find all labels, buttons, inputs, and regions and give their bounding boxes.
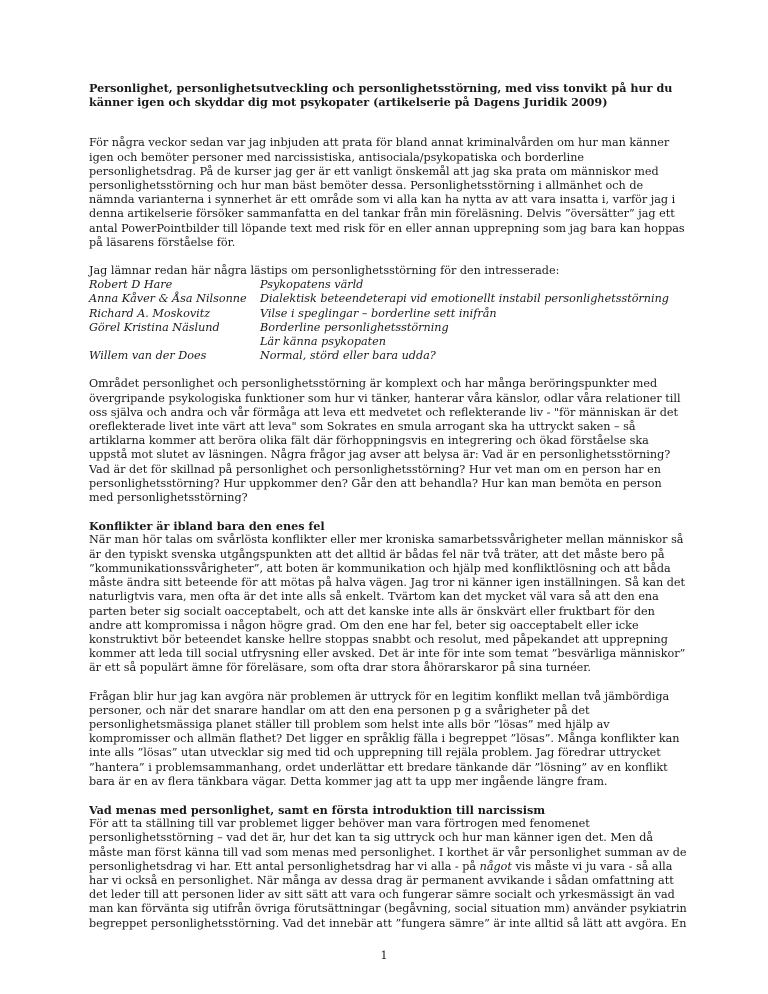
paragraph-text: För att ta ställning till var problemet ligger behöver man vara förtrogen med fenomenet personlighetsstörning – vad det är, hur det kan ta sig uttryck och hur man känner igen det. Men då måste man först känna till vad som menas med personlighet. I korthet är vår personlighet summan av de personlighetsdrag vi har. Ett antal personlighetsdrag har vi alla - på [89, 817, 687, 873]
reading-list-item [89, 307, 689, 321]
reading-list-item [89, 292, 689, 306]
reading-author [89, 335, 260, 349]
spacer [89, 505, 689, 519]
page-number: 1 [380, 949, 388, 962]
reading-title: Normal, störd eller bara udda? [260, 349, 436, 363]
paragraph-text: vis måste vi ju vara - så alla har vi också en personlighet. När många av dessa drag är permanent avvikande i sådan omfattning att det leder till att personen lider av sitt sätt att vara och fungerar sämre socialt och yrkesmässigt än vad man kan förvänta sig utifrån övriga förutsättningar (begåvning, social situation mm) använder psykiatrin begreppet personlighetsstörning. Vad det innebär att ”fungera sämre” är inte alltid så lätt att avgöra. En [89, 859, 687, 930]
reading-list-item [89, 335, 689, 349]
spacer [89, 789, 689, 803]
paragraph-personality [89, 817, 689, 931]
reading-list-item [89, 349, 689, 363]
document-body [89, 81, 689, 931]
emphasis-text: något [479, 859, 512, 873]
reading-list-item [89, 278, 689, 292]
reading-title: Psykopatens värld [260, 278, 364, 292]
section-heading-conflicts: Konflikter är ibland bara den enes fel [89, 519, 325, 534]
spacer [89, 250, 689, 264]
reading-list-intro: Jag lämnar redan här några lästips om personlighetsstörning för den intresserade: [89, 264, 560, 278]
document-title: Personlighet, personlighetsutveckling och personlighetsstörning, med viss tonvikt på hur du känner igen och skyddar dig mot psykopater (artikelserie på Dagens Juridik 2009) [89, 81, 673, 110]
reading-author: Richard A. Moskovitz [89, 306, 211, 320]
reading-title: Dialektisk beteendeterapi vid emotionellt instabil personlighetsstörning [260, 292, 669, 306]
spacer [89, 109, 689, 136]
intro-paragraph: För några veckor sedan var jag inbjuden att prata för bland annat kriminalvården om hur man känner igen och bemöter personer med narcissistiska, antisociala/psykopatiska och borderline personlighetsdrag. På de kurser jag ger är ett vanligt önskemål att jag ska prata om människor med personlighetsstörning och hur man bäst bemöter dessa. Personlighetsstörning i allmänhet och de nämnda varianterna i synnerhet är ett område som vi alla kan ha nytta av att vara insatta i, varför jag i denna artikelserie försöker sammanfatta en del tankar från min föreläsning. Delvis ”översätter” jag ett antal PowerPointbilder till löpande text med risk för en eller annan upprepning som jag bara kan hoppas på läsarens förståelse för. [89, 136, 685, 249]
reading-author: Anna Kåver & Åsa Nilsonne [89, 292, 247, 306]
reading-title: Lär känna psykopaten [260, 335, 386, 349]
reading-author: Robert D Hare [89, 278, 173, 292]
spacer [89, 363, 689, 377]
spacer [89, 676, 689, 690]
reading-list-item [89, 321, 689, 335]
reading-author: Willem van der Does [89, 349, 207, 363]
section-heading-personality: Vad menas med personlighet, samt en första introduktion till narcissism [89, 802, 546, 817]
paragraph-area: Området personlighet och personlighetsstörning är komplext och har många beröringspunkter med övergripande psykologiska funktioner som hur vi tänker, hanterar våra känslor, odlar våra relationer till oss själva och andra och vår förmåga att leva ett medvetet och reflekterande liv - "för människan är det oreflekterade livet inte värt att leva" som Sokrates en smula arrogant ska ha uttryckt saken – så artiklarna kommer att beröra olika fält där förhoppningsvis en integrering och ökad förståelse ska uppstå mot slutet av läsningen. Några frågor jag avser att belysa är: Vad är en personlighetsstörning? Vad är det för skillnad på personlighet och personlighetsstörning? Hur vet man om en person har en personlighetsstörning? Hur uppkommer den? Går den att behandla? Hur kan man bemöta en person med personlighetsstörning? [89, 377, 681, 505]
reading-list [89, 278, 689, 363]
paragraph-conflicts: När man hör talas om svårlösta konflikter eller mer kroniska samarbetssvårigheter mellan människor så är den typiskt svenska utgångspunkten att det alltid är bådas fel när två träter, att det måste bero på ”kommunikationssvårigheter”, att boten är kommunikation och hjälp med konfliktlösning och att båda måste ändra sitt beteende för att mötas på halva vägen. Jag tror ni känner igen inställningen. Så kan det naturligtvis vara, men ofta är det inte alls så enkelt. Tvärtom kan det mycket väl vara så att den ena parten beter sig socialt oacceptabelt, och att det kanske inte alls är önskvärt eller fruktbart för den andre att kompromissa i någon högre grad. Om den ene har fel, beter sig oacceptabelt eller icke konstruktivt bör beteendet kanske hellre stoppas snabbt och resolut, med påpekandet att upprepning kommer att leda till social utfrysning eller avsked. Det är inte för inte som temat ”besvärliga människor” är ett så populärt ämne för föreläsare, som ofta drar stora åhörarskaror på sina turnéer. [89, 533, 686, 675]
reading-title: Vilse i speglingar – borderline sett inifrån [260, 306, 497, 320]
paragraph-question: Frågan blir hur jag kan avgöra när problemen är uttryck för en legitim konflikt mellan två jämbördiga personer, och när det snarare handlar om att den ena personen p g a svårigheter på det personlighetsmässiga planet ställer till problem som helst inte alls bör ”lösas” med hjälp av kompromisser och allmän flathet? Det ligger en språklig fälla i begreppet ”lösas”. Många konflikter kan inte alls ”lösas” utan utvecklar sig med tid och upprepning till rejäla problem. Jag föredrar uttrycket ”hantera” i problemsammanhang, ordet underlättar ett bredare tänkande där ”lösning” av en konflikt bara är en av flera tänkbara vägar. Detta kommer jag att ta upp mer ingående längre fram. [89, 689, 680, 788]
reading-author: Görel Kristina Näslund [89, 320, 220, 334]
reading-title: Borderline personlighetsstörning [260, 320, 449, 334]
